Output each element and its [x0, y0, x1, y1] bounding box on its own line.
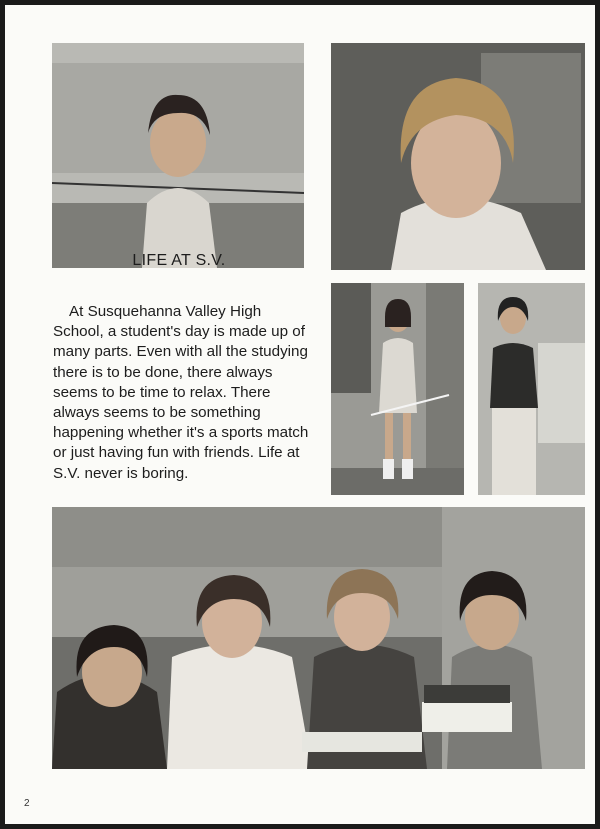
photo-woman-on-phone — [478, 283, 585, 495]
photo-classroom-students — [52, 507, 585, 769]
page-title: LIFE AT S.V. — [132, 252, 226, 269]
body-paragraph: At Susquehanna Valley High School, a student's day is made up of many parts. Even with all the studying there is to be done, there always seems to be time to relax. There always seems to be something happening whether it's a sports match or just having fun with friends. Life at S.V. never is boring. — [53, 303, 309, 482]
photo-girl-closeup — [331, 43, 585, 270]
photo-boy-outdoors — [52, 43, 304, 268]
page-number: 2 — [24, 798, 30, 809]
yearbook-page — [5, 5, 595, 824]
photo-majorette — [331, 283, 464, 495]
